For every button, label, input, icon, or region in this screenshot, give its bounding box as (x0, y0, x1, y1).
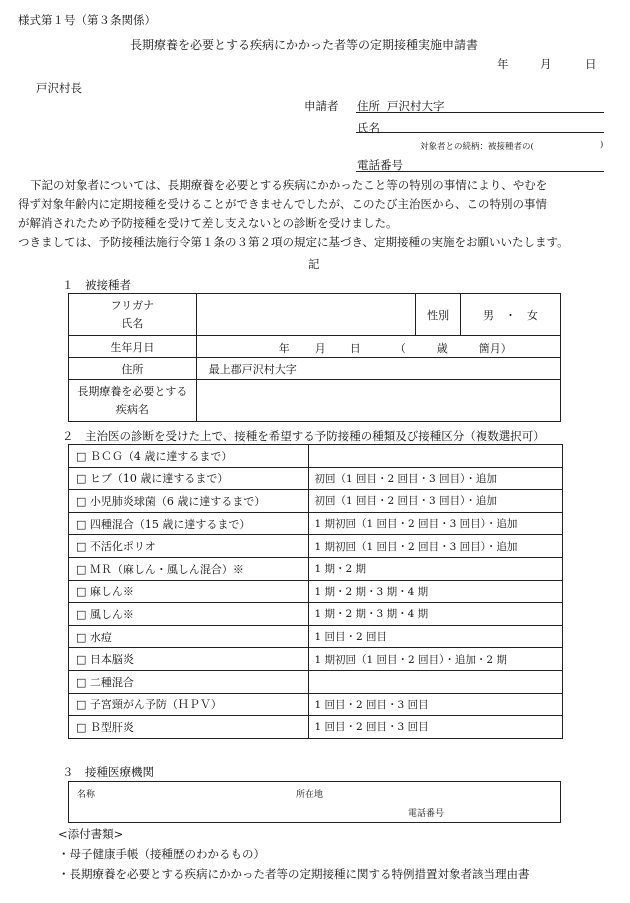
vaccine-name-checkbox[interactable]: □ 水痘 (69, 625, 309, 648)
section2-heading: ２ 主治医の診断を受けた上で、接種を希望する予防接種の種類及び接種区分（複数選択可） (62, 429, 545, 443)
clinic-box[interactable] (68, 781, 561, 823)
address-value[interactable]: 最上郡戸沢村大字 (196, 358, 560, 380)
address-underline (356, 112, 604, 113)
date-month-label: 月 (540, 57, 552, 71)
body-line-2: 得ず対象年齢内に定期接種を受けることができませんでしたが、このたび主治医から、この特別の事情 (18, 197, 547, 211)
ki-label: 記 (308, 257, 320, 271)
vaccine-category[interactable]: 1 期・2 期・3 期・4 期 (308, 580, 562, 603)
vaccine-name-checkbox[interactable]: □ ヒブ（10 歳に達するまで） (69, 467, 309, 490)
vaccine-name-checkbox[interactable]: □ Ｂ型肝炎 (69, 716, 309, 739)
vaccine-name-checkbox[interactable]: □ 子宮頸がん予防（ＨＰＶ） (69, 693, 309, 716)
vaccine-category[interactable]: 初回（1 回目・2 回目・3 回目）・追加 (308, 467, 562, 490)
vaccine-row (69, 716, 563, 739)
body-line-4: つきましては、予防接種法施行令第１条の３第２項の規定に基づき、定期接種の実施をお願いいたします。 (18, 235, 569, 249)
page-title: 長期療養を必要とする疾病にかかった者等の定期接種実施申請書 (130, 38, 479, 52)
dob-month: 月 (314, 342, 326, 355)
date-year-label: 年 (497, 57, 509, 71)
vaccine-category[interactable]: 1 期初回（1 回目・2 回目・3 回目）・追加 (308, 535, 562, 558)
disease-field[interactable] (196, 380, 560, 422)
disease-label-cell (69, 380, 197, 422)
gender-options[interactable]: 男 ・ 女 (461, 294, 561, 336)
vaccine-row (69, 693, 563, 716)
disease-label-line2: 疾病名 (115, 402, 149, 416)
applicant-name-label: 氏名 (357, 121, 380, 135)
vaccine-name-checkbox[interactable]: □ 小児肺炎球菌（6 歳に達するまで） (69, 490, 309, 513)
vaccine-category[interactable]: 1 回目・2 回目・3 回目 (308, 716, 562, 739)
address-label: 住所 (69, 358, 197, 380)
vaccine-row (69, 603, 563, 626)
vaccine-category[interactable]: 1 期・2 期 (308, 557, 562, 580)
vaccine-name-checkbox[interactable]: □ 麻しん※ (69, 580, 309, 603)
vaccine-name-checkbox[interactable]: □ 不活化ポリオ (69, 535, 309, 558)
vaccine-category[interactable]: 1 回目・2 回目・3 回目 (308, 693, 562, 716)
body-paragraph (18, 176, 618, 252)
vaccine-category[interactable]: 1 期初回（1 回目・2 回目・3 回目）・追加 (308, 512, 562, 535)
name-underline (356, 132, 604, 133)
furigana-name-cell (69, 294, 197, 336)
body-line-1: 下記の対象者については、長期療養を必要とする疾病にかかったこと等の特別の事情により、やむを (30, 178, 548, 192)
dob-age: 歳 (436, 342, 448, 355)
vaccine-table (68, 444, 563, 739)
vaccine-category[interactable] (308, 670, 562, 693)
vaccine-row (69, 557, 563, 580)
section3-heading: ３ 接種医療機関 (62, 765, 154, 779)
name-field[interactable] (196, 294, 415, 336)
clinic-phone-label: 電話番号 (408, 809, 445, 819)
applicant-address-label: 住所 (357, 99, 380, 113)
dob-field[interactable] (196, 336, 560, 358)
vaccine-row (69, 467, 563, 490)
vaccine-category[interactable]: 1 期・2 期・3 期・4 期 (308, 603, 562, 626)
applicant-address-value: 戸沢村大字 (387, 99, 445, 113)
furigana-label: フリガナ (110, 298, 155, 312)
vaccine-category[interactable]: 1 回目・2 回目 (308, 625, 562, 648)
section1-heading: １ 被接種者 (62, 278, 131, 292)
date-day-label: 日 (585, 57, 597, 71)
clinic-name-label: 名称 (77, 790, 96, 800)
dob-age-open: （ (394, 342, 406, 355)
dob-months: 箇月） (478, 342, 512, 355)
attachment-item-1: ・母子健康手帳（接種歴のわかるもの） (58, 847, 265, 861)
vaccine-row (69, 490, 563, 513)
dob-year: 年 (278, 342, 290, 355)
vaccine-row (69, 580, 563, 603)
relation-close: ) (600, 140, 604, 150)
vaccine-category[interactable] (308, 445, 562, 468)
vaccine-name-checkbox[interactable]: □ ＭＲ（麻しん・風しん混合）※ (69, 557, 309, 580)
vaccine-name-checkbox[interactable]: □ 二種混合 (69, 670, 309, 693)
attachments-heading: <添付書類> (58, 827, 124, 841)
dob-day: 日 (349, 342, 361, 355)
dob-label: 生年月日 (69, 336, 197, 358)
vaccine-row (69, 625, 563, 648)
vaccine-row (69, 670, 563, 693)
form-number: 様式第１号（第３条関係） (18, 13, 156, 27)
name-label: 氏名 (121, 316, 144, 330)
body-line-3: が解消されたため予防接種を受けて差し支えないとの診断を受けました。 (18, 216, 398, 230)
vaccine-row (69, 648, 563, 671)
phone-underline (356, 171, 604, 172)
recipient-table (68, 293, 561, 422)
attachment-item-2: ・長期療養を必要とする疾病にかかった者等の定期接種に関する特例措置対象者該当理由書 (58, 867, 530, 881)
disease-label-line1: 長期療養を必要とする (77, 384, 188, 398)
applicant-phone-label: 電話番号 (357, 158, 403, 172)
vaccine-category[interactable]: 1 期初回（1 回目・2 回目）・追加・2 期 (308, 648, 562, 671)
vaccine-name-checkbox[interactable]: □ 風しん※ (69, 603, 309, 626)
applicant-label: 申請者 (304, 99, 339, 113)
clinic-location-label: 所在地 (296, 790, 324, 800)
gender-label: 性別 (416, 294, 461, 336)
vaccine-row (69, 445, 563, 468)
vaccine-row (69, 535, 563, 558)
vaccine-row (69, 512, 563, 535)
recipient: 戸沢村長 (36, 81, 82, 95)
relation-label: 対象者との続柄：被接種者の( (420, 142, 534, 152)
vaccine-name-checkbox[interactable]: □ 日本脳炎 (69, 648, 309, 671)
vaccine-category[interactable]: 初回（1 回目・2 回目・3 回目）・追加 (308, 490, 562, 513)
vaccine-name-checkbox[interactable]: □ 四種混合（15 歳に達するまで） (69, 512, 309, 535)
vaccine-name-checkbox[interactable]: □ ＢＣＧ（4 歳に達するまで） (69, 445, 309, 468)
